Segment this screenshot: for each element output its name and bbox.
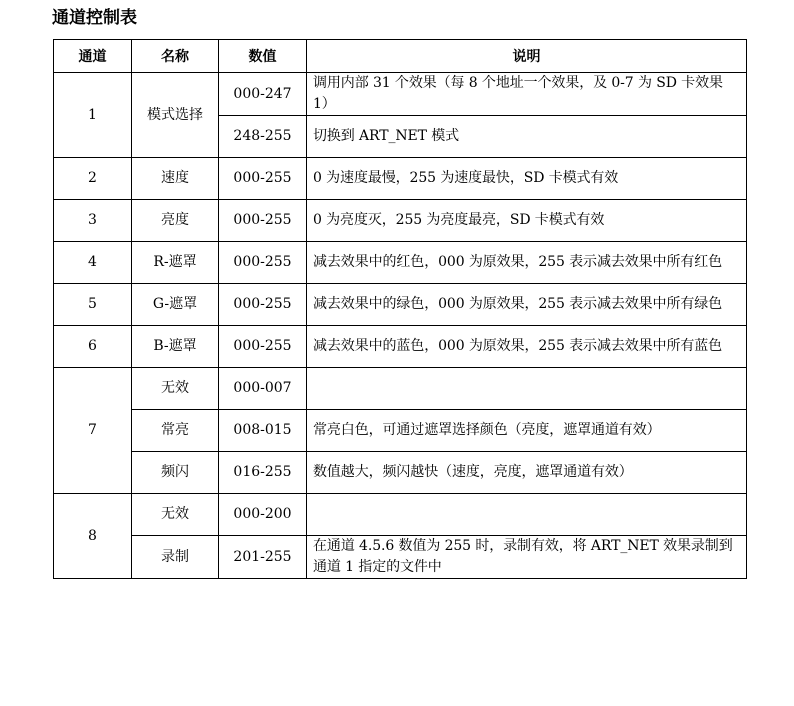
channel-name: 录制 xyxy=(132,536,219,579)
channel-number: 2 xyxy=(54,158,132,200)
channel-name: 无效 xyxy=(132,368,219,410)
header-value: 数值 xyxy=(219,40,307,73)
value-range: 000-255 xyxy=(219,200,307,242)
channel-name: 模式选择 xyxy=(132,73,219,158)
table-header-row xyxy=(54,40,747,73)
channel-number: 1 xyxy=(54,73,132,158)
page-title: 通道控制表 xyxy=(52,8,137,28)
table-row xyxy=(54,452,747,494)
value-range: 000-247 xyxy=(219,73,307,116)
description: 常亮白色，可通过遮罩选择颜色（亮度，遮罩通道有效） xyxy=(307,410,747,452)
value-range: 248-255 xyxy=(219,116,307,158)
channel-number: 6 xyxy=(54,326,132,368)
description: 调用内部 31 个效果（每 8 个地址一个效果，及 0-7 为 SD 卡效果 1） xyxy=(307,73,747,116)
description: 减去效果中的蓝色，000 为原效果，255 表示减去效果中所有蓝色 xyxy=(307,326,747,368)
description: 0 为速度最慢，255 为速度最快，SD 卡模式有效 xyxy=(307,158,747,200)
header-description: 说明 xyxy=(307,40,747,73)
value-range: 201-255 xyxy=(219,536,307,579)
description xyxy=(307,494,747,536)
table-row xyxy=(54,536,747,579)
value-range: 000-007 xyxy=(219,368,307,410)
value-range: 016-255 xyxy=(219,452,307,494)
value-range: 000-255 xyxy=(219,242,307,284)
header-name: 名称 xyxy=(132,40,219,73)
table-row xyxy=(54,326,747,368)
channel-number: 3 xyxy=(54,200,132,242)
table-row xyxy=(54,494,747,536)
description: 在通道 4.5.6 数值为 255 时，录制有效，将 ART_NET 效果录制到通道 1 指定的文件中 xyxy=(307,536,747,579)
channel-name: 亮度 xyxy=(132,200,219,242)
description: 减去效果中的绿色，000 为原效果，255 表示减去效果中所有绿色 xyxy=(307,284,747,326)
table-row xyxy=(54,242,747,284)
table-row xyxy=(54,73,747,116)
channel-number: 7 xyxy=(54,368,132,494)
channel-name: R-遮罩 xyxy=(132,242,219,284)
table-row xyxy=(54,284,747,326)
description: 数值越大，频闪越快（速度，亮度，遮罩通道有效） xyxy=(307,452,747,494)
channel-name: 无效 xyxy=(132,494,219,536)
channel-number: 8 xyxy=(54,494,132,579)
channel-number: 4 xyxy=(54,242,132,284)
value-range: 000-200 xyxy=(219,494,307,536)
value-range: 000-255 xyxy=(219,158,307,200)
value-range: 000-255 xyxy=(219,284,307,326)
table-row xyxy=(54,200,747,242)
description: 切换到 ART_NET 模式 xyxy=(307,116,747,158)
description xyxy=(307,368,747,410)
channel-name: B-遮罩 xyxy=(132,326,219,368)
description: 0 为亮度灭，255 为亮度最亮，SD 卡模式有效 xyxy=(307,200,747,242)
header-channel: 通道 xyxy=(54,40,132,73)
value-range: 008-015 xyxy=(219,410,307,452)
channel-name: 常亮 xyxy=(132,410,219,452)
table-row xyxy=(54,368,747,410)
value-range: 000-255 xyxy=(219,326,307,368)
channel-name: G-遮罩 xyxy=(132,284,219,326)
channel-number: 5 xyxy=(54,284,132,326)
channel-control-table xyxy=(53,39,747,579)
channel-name: 频闪 xyxy=(132,452,219,494)
table-row xyxy=(54,158,747,200)
channel-name: 速度 xyxy=(132,158,219,200)
description: 减去效果中的红色，000 为原效果，255 表示减去效果中所有红色 xyxy=(307,242,747,284)
table-row xyxy=(54,410,747,452)
